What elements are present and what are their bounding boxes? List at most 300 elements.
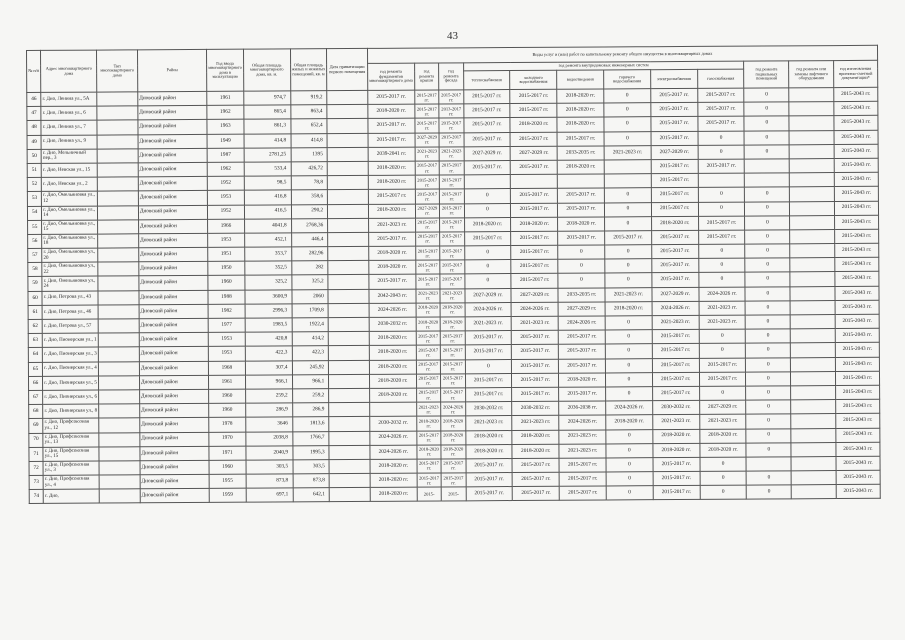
cell-type: [97, 120, 138, 134]
cell-district: Дновский район: [139, 333, 208, 348]
cell-hot-water: 0: [604, 89, 651, 103]
cell-hot-water: 0: [605, 216, 652, 230]
header-num: № п/п: [27, 50, 41, 92]
cell-facade-year: 2018-2020 гг.: [440, 317, 465, 331]
cell-design-docs: 2015-2043 гг.: [834, 101, 878, 115]
cell-cold-water: 2015-2017 гг.: [510, 103, 557, 117]
cell-cold-water: 2015-2017 гг.: [510, 89, 557, 103]
cell-district: Дновский район: [138, 134, 207, 149]
cell-year: 1951: [208, 247, 245, 261]
cell-living-area: 259,2: [292, 389, 329, 403]
cell-sewer: 0: [558, 259, 605, 273]
cell-cold-water: 2015-2017 гг.: [512, 373, 559, 387]
cell-address: г. Дно, Пионерская ул., 1: [42, 333, 98, 348]
cell-roof-year: 2015-2017 гг.: [415, 118, 440, 132]
cell-basement: [746, 457, 791, 471]
cell-privatization: [329, 431, 370, 445]
cell-address: г. Дно,: [43, 489, 99, 504]
cell-fund-year: 2018-2020 гг.: [369, 331, 416, 345]
cell-basement: 0: [745, 187, 790, 201]
cell-electric: 2015-2017 гг.: [651, 131, 698, 145]
cell-electric: 2015-2017 гг.: [651, 88, 698, 102]
cell-year: 1953: [208, 332, 245, 346]
cell-gas: 2021-2023 гг.: [699, 315, 746, 329]
cell-hot-water: 0: [606, 387, 653, 401]
cell-gas: 0: [698, 187, 745, 201]
cell-type: [97, 163, 138, 177]
cell-lift: [791, 343, 836, 357]
cell-heat: 2015-2017 гг.: [465, 331, 512, 345]
cell-roof-year: 2015-2017 гг.: [415, 232, 440, 246]
cell-sewer: [557, 174, 604, 188]
cell-type: [98, 191, 139, 205]
cell-hot-water: 2018-2020 гг.: [605, 301, 652, 315]
cell-total-area: 4041,8: [244, 219, 291, 233]
cell-num: 68: [29, 405, 43, 419]
cell-total-area: 353,7: [244, 247, 291, 261]
cell-roof-year: 2015-2017 гг.: [414, 90, 439, 104]
cell-hot-water: 0: [605, 344, 652, 358]
cell-hot-water: 0: [605, 330, 652, 344]
cell-gas: 0: [699, 343, 746, 357]
cell-num: 71: [29, 447, 43, 461]
cell-basement: 0: [746, 414, 791, 428]
cell-total-area: 2996,3: [245, 304, 292, 318]
cell-total-area: 873,8: [246, 474, 293, 488]
cell-type: [98, 305, 139, 319]
page-number: 43: [447, 30, 458, 42]
cell-fund-year: 2018-2020 гг.: [369, 388, 416, 402]
cell-district: Дновский район: [138, 91, 207, 106]
cell-year: 1960: [209, 403, 246, 417]
cell-year: 1987: [207, 148, 244, 162]
cell-basement: 0: [746, 372, 791, 386]
cell-roof-year: 2018-2020 гг.: [417, 445, 442, 459]
cell-design-docs: 2015-2043 гг.: [834, 144, 878, 158]
cell-basement: 0: [746, 428, 791, 442]
cell-privatization: [328, 303, 369, 317]
cell-address: г. Дно, Пионерская ул., 6: [43, 390, 99, 405]
cell-electric: 2015-2017 гг.: [651, 159, 698, 173]
cell-basement: 0: [746, 443, 791, 457]
cell-hot-water: 0: [604, 117, 651, 131]
cell-facade-year: 2015-2017 гг.: [440, 260, 465, 274]
cell-privatization: [329, 360, 370, 374]
cell-design-docs: 2015-2043 гг.: [834, 87, 878, 101]
header-hot-water: горячего водоснабжения: [604, 70, 651, 89]
cell-district: Дновский район: [139, 375, 208, 390]
cell-hot-water: 0: [604, 103, 651, 117]
cell-sewer: 2015-2017 гг.: [559, 472, 606, 486]
cell-total-area: 303,5: [246, 460, 293, 474]
cell-address: г. Дно, Невская ул., 2: [42, 177, 98, 192]
cell-fund-year: 2018-2020 гг.: [369, 345, 416, 359]
cell-facade-year: 2015-2017 гг.: [441, 374, 466, 388]
cell-living-area: 863,4: [290, 105, 327, 119]
cell-lift: [789, 173, 834, 187]
cell-roof-year: 2015-2017 гг.: [417, 459, 442, 473]
cell-address: г. Дно, Ленина ул., 6: [41, 106, 97, 121]
cell-year: 1960: [208, 276, 245, 290]
cell-year: 1961: [209, 375, 246, 389]
cell-basement: 0: [745, 286, 790, 300]
cell-privatization: [328, 275, 369, 289]
cell-living-area: 642,1: [293, 488, 330, 502]
cell-total-area: 861,3: [244, 119, 291, 133]
cell-num: 72: [29, 461, 43, 475]
cell-design-docs: 2015-2043 гг.: [836, 399, 880, 413]
cell-year: 1960: [209, 460, 246, 474]
cell-type: [99, 347, 140, 361]
cell-fund-year: 2021-2023 гг.: [368, 218, 415, 232]
cell-basement: 0: [745, 201, 790, 215]
cell-sewer: 2024-2026 гг.: [559, 415, 606, 429]
cell-year: 1988: [208, 290, 245, 304]
cell-num: 63: [28, 334, 42, 348]
cell-heat: 2015-2017 гг.: [463, 104, 510, 118]
cell-num: 66: [28, 376, 42, 390]
header-heat: теплоснабжения: [463, 71, 510, 90]
cell-sewer: 2018-2020 гг.: [558, 217, 605, 231]
cell-electric: 2015-2017 гг.: [652, 372, 699, 386]
cell-facade-year: 2015-2017 гг.: [440, 232, 465, 246]
cell-electric: 2015-2017 гг.: [652, 330, 699, 344]
header-fund-year: год ремонта фундаментов многоквартирного дома: [367, 63, 414, 90]
cell-total-area: 533,4: [244, 162, 291, 176]
cell-gas: 2015-2017 гг.: [697, 102, 744, 116]
cell-fund-year: 2015-2017 гг.: [368, 90, 415, 104]
cell-fund-year: 2018-2020 гг.: [369, 374, 416, 388]
cell-num: 60: [28, 291, 42, 305]
cell-basement: 0: [746, 400, 791, 414]
cell-num: 57: [28, 248, 42, 262]
cell-sewer: 2015-2017 гг.: [558, 188, 605, 202]
cell-heat: 2018-2020 гг.: [465, 430, 512, 444]
cell-privatization: [329, 459, 370, 473]
cell-cold-water: 2027-2029 гг.: [511, 288, 558, 302]
cell-cold-water: 2015-2017 гг.: [512, 472, 559, 486]
cell-year: 1968: [209, 361, 246, 375]
cell-fund-year: 2024-2026 гг.: [369, 303, 416, 317]
cell-sewer: 2015-2017 гг.: [558, 202, 605, 216]
cell-district: Дновский район: [140, 474, 209, 489]
cell-total-area: 422,3: [245, 346, 292, 360]
cell-sewer: 0: [558, 273, 605, 287]
cell-facade-year: 2015-2017 гг.: [441, 388, 466, 402]
cell-living-area: 2768,36: [291, 218, 328, 232]
cell-type: [99, 446, 140, 460]
cell-fund-year: 2018-2020 гг.: [369, 360, 416, 374]
cell-type: [98, 276, 139, 290]
cell-living-area: 1709,8: [292, 303, 329, 317]
cell-basement: 0: [746, 329, 791, 343]
cell-lift: [789, 130, 834, 144]
cell-fund-year: 2030-2032 гг.: [369, 317, 416, 331]
cell-sewer: 2015-2017 гг.: [559, 486, 606, 500]
cell-address: г. Дно, Пионерская ул., 3: [43, 347, 99, 362]
cell-electric: 2015-2017 гг.: [652, 386, 699, 400]
cell-privatization: [329, 473, 370, 487]
cell-hot-water: [604, 160, 651, 174]
cell-gas: [698, 173, 745, 187]
cell-electric: 2015-2017 гг.: [651, 117, 698, 131]
cell-heat: 2024-2026 гг.: [465, 302, 512, 316]
cell-total-area: 3646: [245, 417, 292, 431]
cell-electric: 2015-2017 гг.: [652, 273, 699, 287]
cell-lift: [791, 485, 836, 499]
cell-roof-year: 2015-2017 гг.: [417, 473, 442, 487]
cell-sewer: 2018-2020 гг.: [559, 373, 606, 387]
cell-address: г. Дно, Ленина ул., 7: [41, 120, 97, 135]
cell-living-area: 286,9: [292, 403, 329, 417]
cell-heat: 2015-2017 гг.: [464, 160, 511, 174]
cell-total-area: 2040,9: [246, 446, 293, 460]
cell-gas: 0: [699, 329, 746, 343]
cell-lift: [791, 456, 836, 470]
cell-gas: 0: [700, 485, 747, 499]
cell-total-area: 420,8: [245, 332, 292, 346]
cell-address: г. Дно, Профсоюзная ул., 12: [43, 418, 99, 433]
table-header: [27, 45, 878, 92]
cell-living-area: 414,8: [291, 133, 328, 147]
cell-heat: 0: [464, 203, 511, 217]
cell-address: г. Дно, Профсоюзная ул., 3: [43, 461, 99, 476]
cell-fund-year: 2015-2017 гг.: [369, 232, 416, 246]
cell-facade-year: 2015-2017 гг.: [440, 246, 465, 260]
cell-electric: 2018-2020 гг.: [653, 443, 700, 457]
cell-year: 1950: [208, 261, 245, 275]
cell-privatization: [327, 147, 368, 161]
cell-cold-water: 2015-2017 гг.: [511, 203, 558, 217]
cell-electric: 2030-2032 гг.: [652, 401, 699, 415]
cell-year: 1970: [209, 432, 246, 446]
cell-lift: [791, 428, 836, 442]
cell-living-area: 414,2: [292, 332, 329, 346]
cell-privatization: [328, 261, 369, 275]
cell-type: [97, 149, 138, 163]
cell-basement: 0: [745, 145, 790, 159]
cell-lift: [790, 229, 835, 243]
cell-privatization: [329, 445, 370, 459]
cell-basement: 0: [745, 244, 790, 258]
cell-electric: 2027-2029 гг.: [652, 287, 699, 301]
cell-type: [98, 234, 139, 248]
cell-gas: 0: [698, 258, 745, 272]
header-privatization-date: Дата приватизации первого помещения: [327, 48, 368, 90]
header-address: Адрес многоквартирного дома: [41, 50, 97, 92]
cell-basement: 0: [746, 315, 791, 329]
cell-heat: 2018-2020 гг.: [464, 217, 511, 231]
cell-sewer: 2021-2023 гг.: [559, 429, 606, 443]
cell-gas: 0: [700, 471, 747, 485]
cell-heat: 2015-2017 гг.: [466, 458, 513, 472]
cell-total-area: 416,8: [244, 190, 291, 204]
cell-total-area: 325,2: [245, 275, 292, 289]
cell-gas: 2021-2023 гг.: [699, 414, 746, 428]
cell-gas: 0: [699, 386, 746, 400]
cell-district: Дновский район: [138, 191, 207, 206]
cell-gas: 0: [700, 457, 747, 471]
cell-district: Дновский район: [139, 276, 208, 291]
cell-electric: 2015-2017 гг.: [651, 188, 698, 202]
cell-privatization: [327, 133, 368, 147]
cell-facade-year: 2015-2017 гг.: [439, 132, 464, 146]
header-roof-year: год ремонта крыши: [414, 63, 439, 90]
cell-address: г. Дно, Петрова ул., 46: [42, 305, 98, 320]
cell-electric: 2015-2017 гг.: [653, 457, 700, 471]
cell-num: 62: [28, 319, 42, 333]
cell-privatization: [327, 119, 368, 133]
cell-fund-year: 2018-2020 гг.: [370, 459, 417, 473]
cell-roof-year: 2015-2017 гг.: [417, 430, 442, 444]
cell-heat: 2027-2029 гг.: [465, 288, 512, 302]
cell-living-area: 652,4: [290, 119, 327, 133]
cell-total-area: 414,8: [244, 133, 291, 147]
cell-fund-year: 2039-2041 гг.: [368, 147, 415, 161]
cell-roof-year: 2015-2017 гг.: [416, 274, 441, 288]
cell-design-docs: 2015-2043 гг.: [834, 187, 878, 201]
cell-heat: 0: [464, 274, 511, 288]
cell-year: 1952: [208, 205, 245, 219]
cell-sewer: 2015-2017 гг.: [557, 132, 604, 146]
cell-lift: [790, 315, 835, 329]
cell-cold-water: 2021-2023 гг.: [512, 416, 559, 430]
cell-type: [97, 92, 138, 106]
cell-design-docs: 2015-2043 гг.: [835, 371, 879, 385]
cell-sewer: 2021-2023 гг.: [559, 444, 606, 458]
cell-address: г. Дно, Мельничный пер., 3: [41, 149, 97, 164]
cell-district: Дновский район: [140, 446, 209, 461]
cell-num: 74: [29, 490, 43, 504]
cell-type: [98, 248, 139, 262]
cell-year: 1982: [208, 304, 245, 318]
cell-heat: 2018-2020 гг.: [465, 444, 512, 458]
cell-heat: 0: [465, 359, 512, 373]
cell-living-area: 1766,7: [292, 431, 329, 445]
cell-facade-year: 2015-2017 гг.: [440, 274, 465, 288]
cell-fund-year: 2018-2020 гг.: [370, 473, 417, 487]
cell-design-docs: 2015-2043 гг.: [836, 442, 880, 456]
cell-facade-year: 2015-2017 гг.: [439, 118, 464, 132]
cell-hot-water: 2018-2020 гг.: [606, 415, 653, 429]
header-type: Тип многоквартирного дома: [97, 50, 138, 92]
cell-privatization: [328, 232, 369, 246]
cell-year: 1962: [207, 105, 244, 119]
cell-gas: 2015-2017 гг.: [698, 230, 745, 244]
cell-roof-year: 2015-2017 гг.: [415, 175, 440, 189]
cell-district: Дновский район: [138, 106, 207, 121]
cell-design-docs: 2015-2043 гг.: [834, 201, 878, 215]
cell-facade-year: 2015-2017 гг.: [441, 459, 466, 473]
cell-type: [97, 106, 138, 120]
cell-design-docs: 2015-2043 гг.: [835, 272, 879, 286]
cell-lift: [789, 116, 834, 130]
cell-district: Дновский район: [138, 148, 207, 163]
cell-design-docs: 2015-2043 гг.: [835, 314, 879, 328]
cell-district: Дновский район: [139, 304, 208, 319]
cell-living-area: 966,1: [292, 374, 329, 388]
cell-gas: 2015-2017 гг.: [699, 358, 746, 372]
repair-schedule-table: [26, 45, 881, 505]
cell-total-area: 307,4: [245, 360, 292, 374]
cell-facade-year: 2018-2020 гг.: [441, 445, 466, 459]
cell-design-docs: 2015-2043 гг.: [836, 385, 880, 399]
cell-basement: 0: [745, 216, 790, 230]
cell-address: г. Дно, Профсоюзная ул., 4: [43, 475, 99, 490]
cell-facade-year: 2015-2017 гг.: [439, 90, 464, 104]
cell-privatization: [328, 218, 369, 232]
cell-gas: 2018-2020 гг.: [699, 429, 746, 443]
cell-electric: 2015-2017 гг.: [651, 230, 698, 244]
cell-gas: 2027-2029 гг.: [699, 400, 746, 414]
cell-gas: 2015-2017 гг.: [699, 372, 746, 386]
cell-heat: 2015-2017 гг.: [463, 90, 510, 104]
cell-basement: 0: [747, 471, 792, 485]
table-body: [27, 87, 880, 504]
cell-year: 1977: [208, 318, 245, 332]
cell-address: г. Дно, Профсоюзная ул., 13: [43, 433, 99, 448]
cell-cold-water: 2015-2017 гг.: [510, 132, 557, 146]
cell-facade-year: 2018-2020 гг.: [441, 430, 466, 444]
cell-heat: 0: [464, 246, 511, 260]
cell-privatization: [327, 90, 368, 104]
cell-lift: [790, 329, 835, 343]
cell-roof-year: 2015-: [417, 487, 442, 501]
cell-hot-water: 0: [604, 131, 651, 145]
cell-roof-year: 2021-2023 гг.: [416, 289, 441, 303]
cell-cold-water: 2015-2017 гг.: [512, 330, 559, 344]
cell-design-docs: 2015-2043 гг.: [834, 172, 878, 186]
cell-hot-water: 0: [605, 358, 652, 372]
cell-address: г. Дно, Ленина ул., 5А: [41, 92, 97, 107]
cell-living-area: 422,3: [292, 346, 329, 360]
cell-roof-year: 2018-2020 гг.: [416, 303, 441, 317]
cell-gas: 0: [698, 273, 745, 287]
cell-living-area: 873,8: [293, 474, 330, 488]
cell-hot-water: 0: [606, 443, 653, 457]
cell-year: 1963: [207, 120, 244, 134]
cell-district: Дновский район: [138, 205, 207, 220]
cell-living-area: 282,96: [291, 247, 328, 261]
cell-electric: 2015-2017 гг.: [652, 244, 699, 258]
cell-type: [98, 262, 139, 276]
cell-electric: 2021-2023 гг.: [653, 415, 700, 429]
cell-lift: [789, 144, 834, 158]
cell-heat: 2015-2017 гг.: [466, 473, 513, 487]
cell-cold-water: 2018-2020 гг.: [512, 444, 559, 458]
cell-roof-year: 2015-2017 гг.: [416, 360, 441, 374]
cell-privatization: [329, 346, 370, 360]
cell-electric: 2015-2017 гг.: [652, 358, 699, 372]
cell-basement: 0: [746, 386, 791, 400]
cell-basement: 0: [744, 130, 789, 144]
cell-address: г. Дно, Омельяновка ул., 20: [42, 248, 98, 263]
cell-cold-water: 2015-2017 гг.: [512, 387, 559, 401]
cell-year: 1971: [209, 446, 246, 460]
cell-num: 65: [28, 362, 42, 376]
cell-roof-year: 2021-2023 гг.: [416, 402, 441, 416]
cell-fund-year: 2042-2043 гг.: [369, 289, 416, 303]
cell-type: [99, 475, 140, 489]
cell-lift: [789, 88, 834, 102]
cell-district: Дновский район: [139, 347, 208, 362]
cell-cold-water: 2027-2029 гг.: [510, 146, 557, 160]
cell-total-area: 697,1: [246, 488, 293, 502]
cell-cold-water: 2018-2020 гг.: [511, 217, 558, 231]
cell-facade-year: 2015-2017 гг.: [440, 203, 465, 217]
cell-facade-year: 2013-2017 гг.: [439, 104, 464, 118]
cell-cold-water: 2015-2017 гг.: [511, 160, 558, 174]
